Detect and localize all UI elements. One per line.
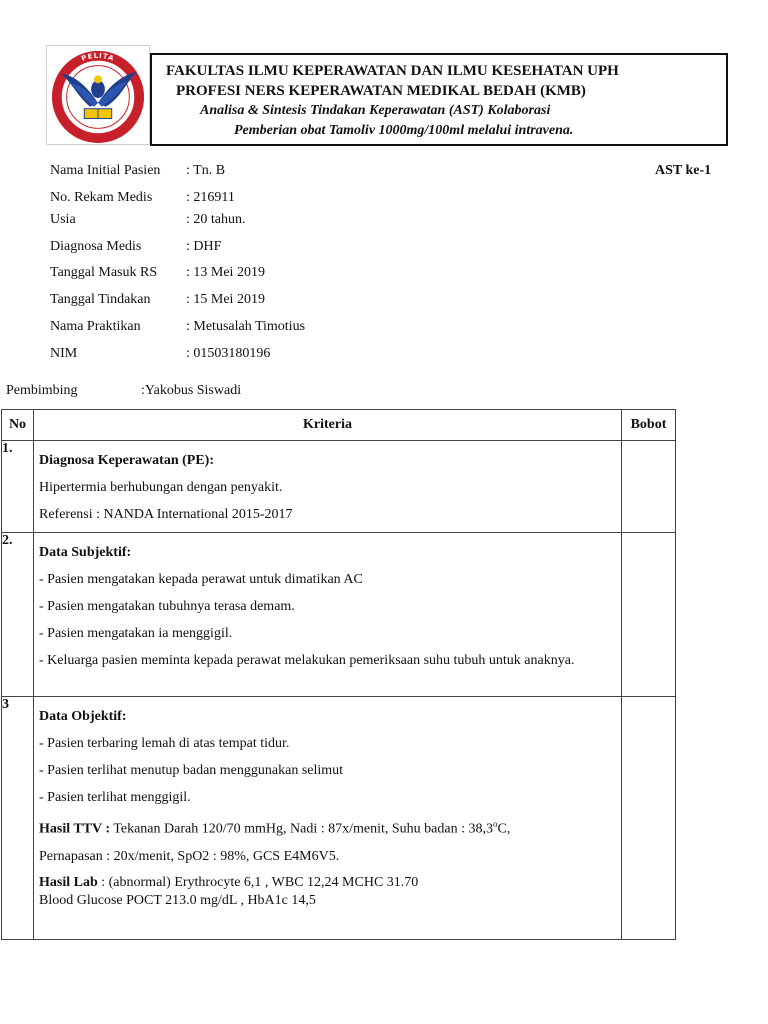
row-line: - Pasien terlihat menutup badan menggunakan selimut [39,763,344,778]
medical-diagnosis-value: : DHF [186,239,222,254]
procedure-date-value: : 15 Mei 2019 [186,292,265,307]
lab-results-text: : (abnormal) Erythrocyte 6,1 , WBC 12,24 MCHC 31.70 [97,874,419,890]
weight-cell[interactable] [622,441,676,533]
age-label: Usia [50,212,76,227]
patient-name-label: Nama Initial Pasien [50,163,161,178]
analysis-title: Analisa & Sintesis Tindakan Keperawatan (AST) Kolaborasi [200,103,551,118]
student-id-value: : 01503180196 [186,346,271,361]
criteria-cell [34,441,622,533]
table-row [2,697,676,940]
program-title: PROFESI NERS KEPERAWATAN MEDIKAL BEDAH (KMB) [176,83,586,99]
row-line: - Keluarga pasien meminta kepada perawat melakukan pemeriksaan suhu tubuh untuk anaknya. [39,653,575,668]
medical-record-value: : 216911 [186,190,235,205]
row-line: - Pasien terbaring lemah di atas tempat tidur. [39,736,290,751]
weight-cell[interactable] [622,697,676,940]
criteria-table [1,409,676,940]
table-row [2,441,676,533]
vital-signs-text: Tekanan Darah 120/70 mmHg, Nadi : 87x/menit, Suhu badan : 38,3 [110,821,493,837]
row-line: - Pasien mengatakan tubuhnya terasa demam. [39,599,295,614]
criteria-cell [34,533,622,697]
supervisor-label: Pembimbing [6,383,78,398]
weight-cell[interactable] [622,533,676,697]
lab-results-line-2: Blood Glucose POCT 213.0 mg/dL , HbA1c 14,5 [39,892,316,908]
student-id-label: NIM [50,346,78,361]
row-title: Data Subjektif: [39,545,132,560]
patient-name-value: : Tn. B [186,163,226,178]
faculty-title: FAKULTAS ILMU KEPERAWATAN DAN ILMU KESEHATAN UPH [166,63,619,79]
criteria-cell [34,697,622,940]
practitioner-value: : Metusalah Timotius [186,319,306,334]
document-header [150,53,728,146]
row-number: 2. [2,533,34,697]
row-number: 3 [2,697,34,940]
supervisor-value: :Yakobus Siswadi [141,383,242,398]
lab-results-line [39,874,615,892]
row-line: Hipertermia berhubungan dengan penyakit. [39,480,283,495]
row-line: - Pasien terlihat menggigil. [39,790,191,805]
table-header-row [2,410,676,441]
svg-text:PELITA: PELITA [80,51,116,63]
supervisor-row [6,383,242,399]
row-title: Diagnosa Keperawatan (PE): [39,453,214,468]
header-kriteria: Kriteria [34,410,622,441]
header-no: No [2,410,34,441]
medical-record-label: No. Rekam Medis [50,190,153,205]
lab-results-label: Hasil Lab [39,874,98,890]
medical-diagnosis-label: Diagnosa Medis [50,239,142,254]
university-logo [46,45,150,145]
vital-signs-line-2: Pernapasan : 20x/menit, SpO2 : 98%, GCS E4M6V5. [39,848,340,864]
procedure-title: Pemberian obat Tamoliv 1000mg/100ml melalui intravena. [234,123,574,138]
row-number: 1. [2,441,34,533]
vital-signs-line [39,811,615,843]
row-line: Referensi : NANDA International 2015-2017 [39,507,293,522]
row-line: - Pasien mengatakan kepada perawat untuk dimatikan AC [39,572,363,587]
temperature-unit: C, [497,821,511,837]
degree-superscript: o [492,819,498,829]
pelita-harapan-eagle-icon [47,46,149,144]
procedure-date-label: Tanggal Tindakan [50,292,151,307]
vital-signs-label: Hasil TTV : [39,821,111,837]
admission-date-label: Tanggal Masuk RS [50,265,158,280]
age-value: : 20 tahun. [186,212,246,227]
row-line: - Pasien mengatakan ia menggigil. [39,626,233,641]
table-row [2,533,676,697]
ast-number: AST ke-1 [655,163,712,178]
admission-date-value: : 13 Mei 2019 [186,265,265,280]
header-bobot: Bobot [622,410,676,441]
practitioner-label: Nama Praktikan [50,319,141,334]
row-title: Data Objektif: [39,709,127,724]
